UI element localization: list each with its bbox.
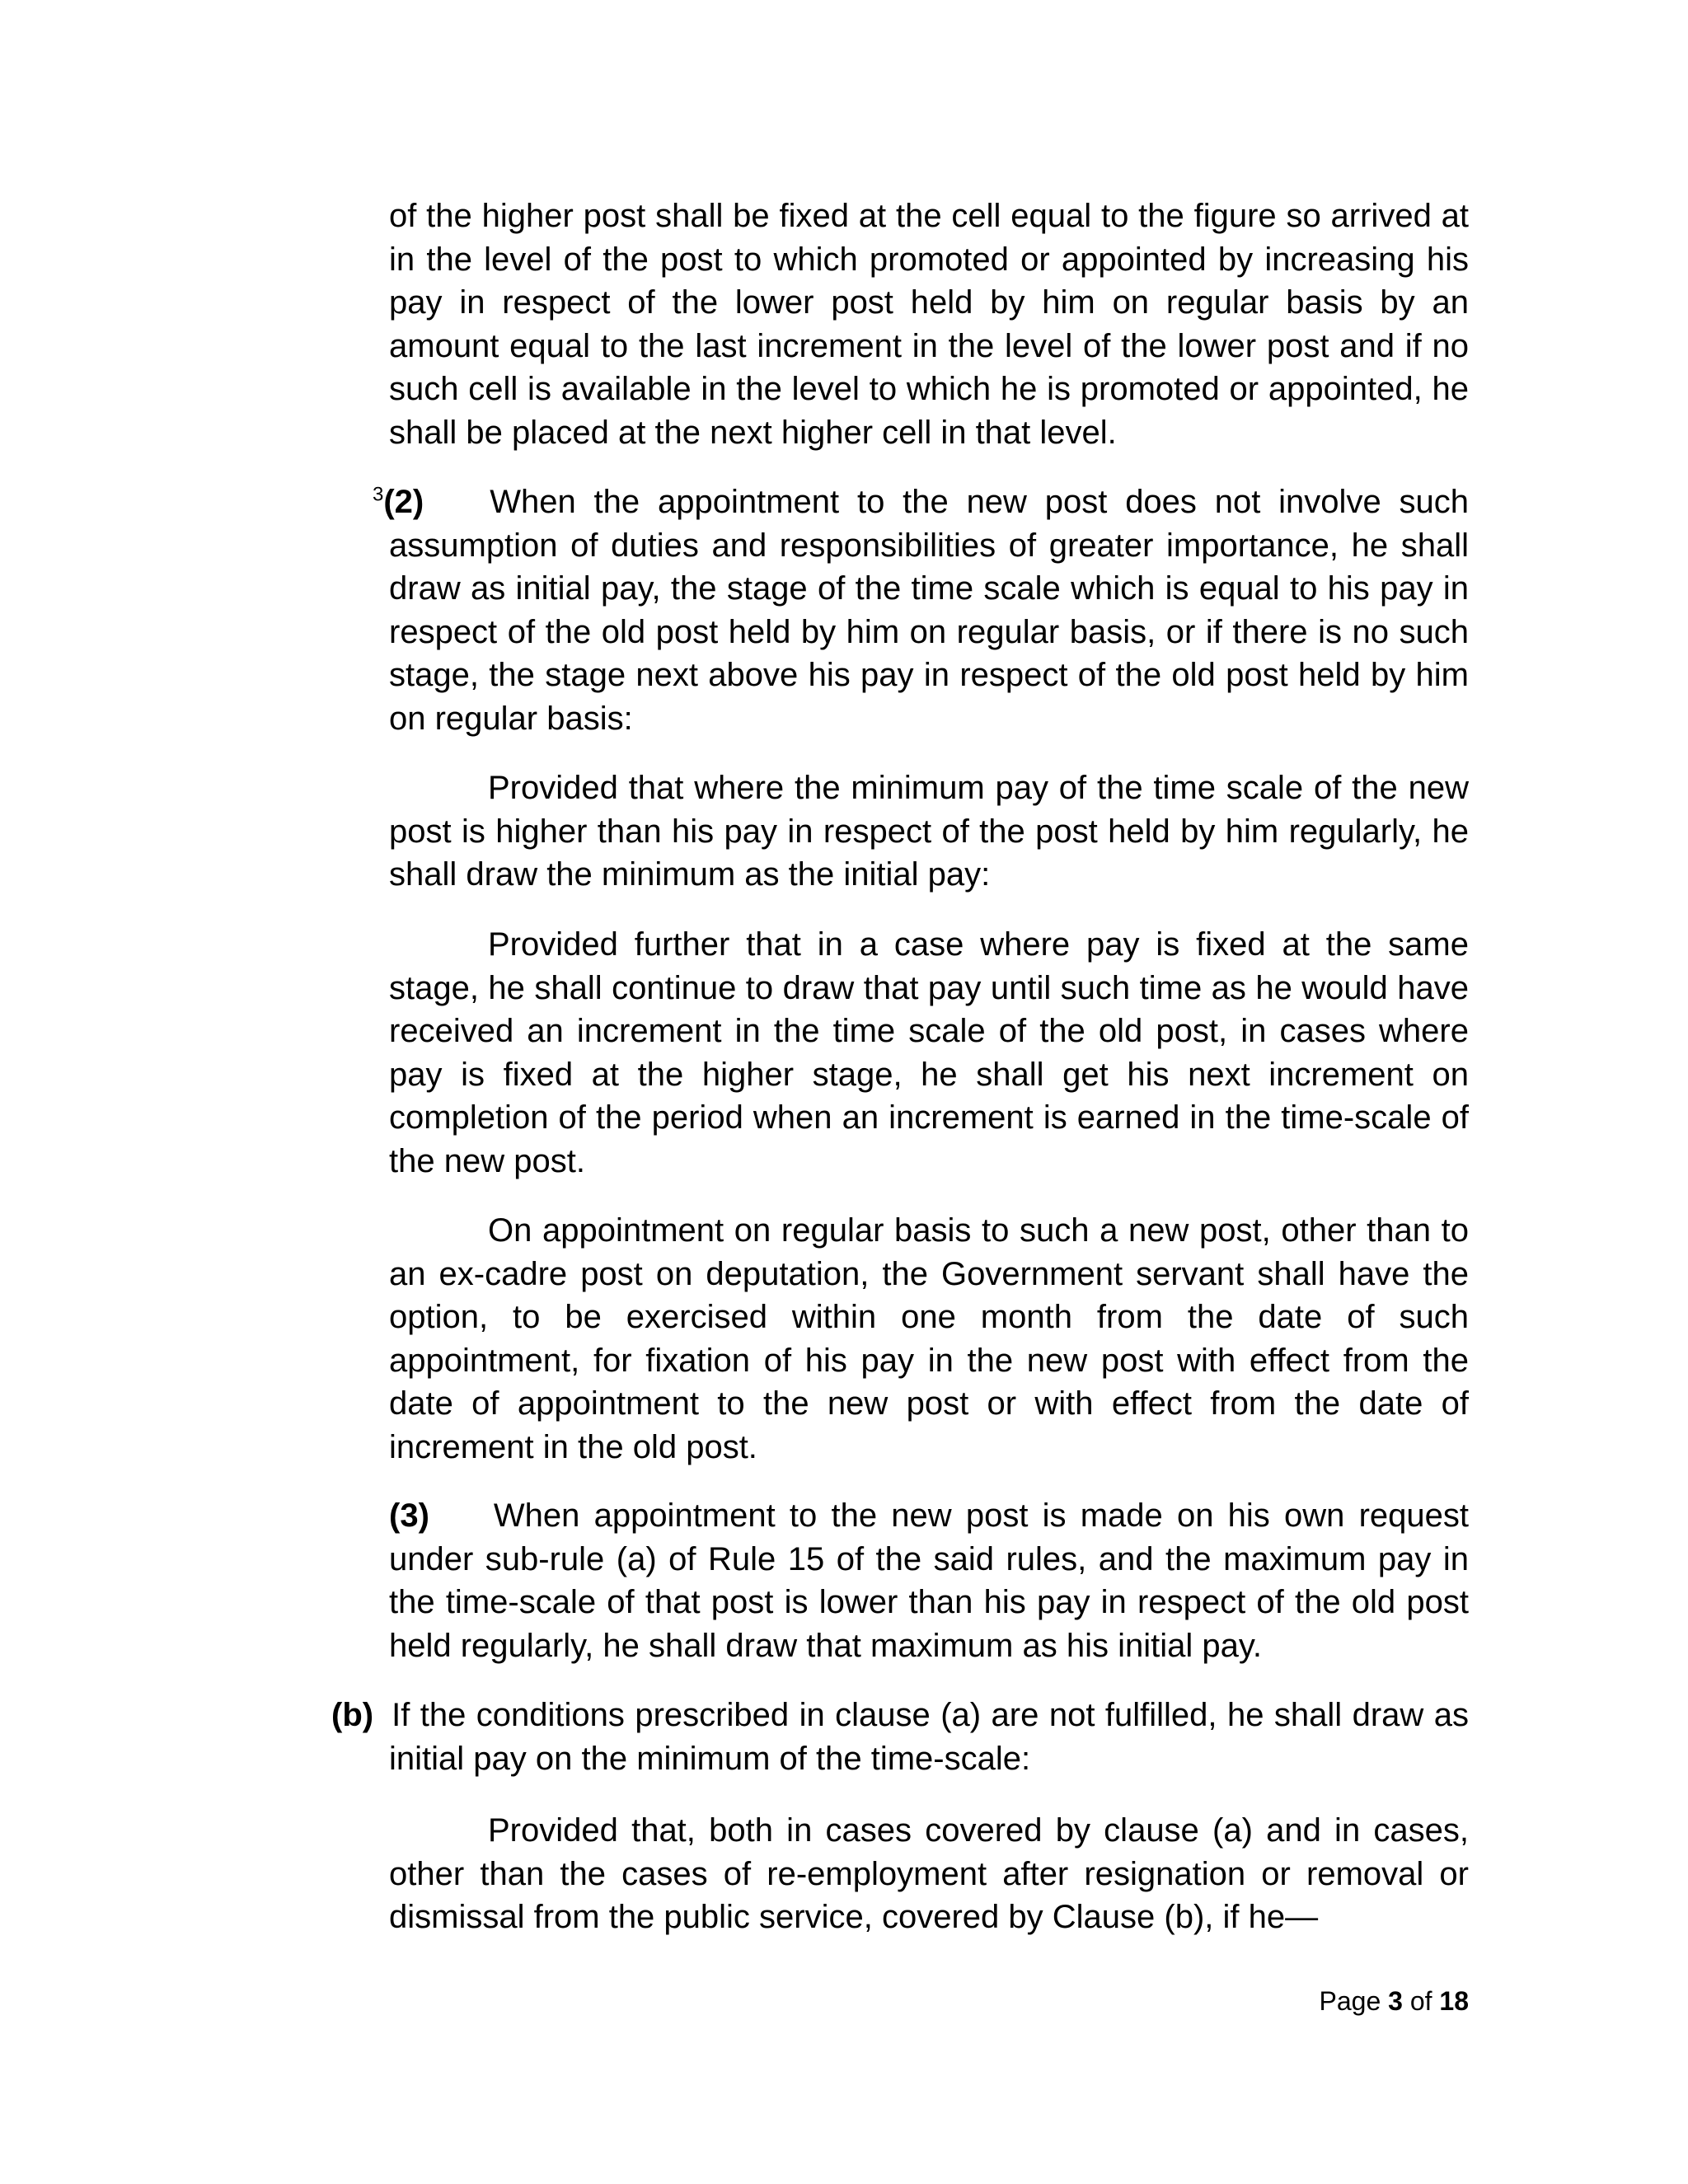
clause-b-label: (b) <box>331 1697 374 1733</box>
sub-rule-2-text: When the appointment to the new post does not involve such assumption of duties and responsibilities of greater importance, he shall draw as initial pay, the stage of the time scale which is equal to his pay in respect of the old post held by him on regular basis, or if there is no such stage, the stage next above his pay in respect of the old post held by him on regular basis: <box>389 484 1469 737</box>
page-number <box>1320 1985 1469 2018</box>
footnote-marker: 3 <box>373 483 384 506</box>
sub-rule-3-text: When appointment to the new post is made on his own request under sub-rule (a) of Rule 15 of the said rules, and the maximum pay in the time-scale of that post is lower than his pay in respect of the old post held regularly, he shall draw that maximum as his initial pay. <box>389 1497 1469 1664</box>
page-number-prefix: Page <box>1319 1986 1389 2016</box>
proviso-paragraph-2: Provided further that in a case where pay is fixed at the same stage, he shall continue to draw that pay until such time as he would have received an increment in the time scale of the old post, in cases where pay is fixed at the higher stage, he shall get his next increment on completion of the period when an increment is earned in the time-scale of the new post. <box>389 926 1469 1179</box>
clause-b <box>331 1694 1469 1780</box>
page-number-total: 18 <box>1439 1986 1469 2016</box>
sub-rule-3-label: (3) <box>389 1497 429 1534</box>
sub-rule-2 <box>373 480 1469 740</box>
proviso-paragraph-3: Provided that, both in cases covered by clause (a) and in cases, other than the cases of re-employment after resignation or removal or dismissal from the public service, covered by Clause (b), if he— <box>389 1812 1469 1935</box>
page-number-current: 3 <box>1388 1986 1403 2016</box>
option-paragraph: On appointment on regular basis to such a new post, other than to an ex-cadre post on deputation, the Government servant shall have the option, to be exercised within one month from the date of such appointment, for fixation of his pay in the new post with effect from the date of appointment to the new post or with effect from the date of increment in the old post. <box>389 1212 1469 1465</box>
page-number-separator: of <box>1402 1986 1440 2016</box>
paragraph-continuation: of the higher post shall be fixed at the cell equal to the figure so arrived at in the level of the post to which promoted or appointed by increasing his pay in respect of the lower post held by him on regular basis by an amount equal to the last increment in the level of the lower post and if no such cell is available in the level to which he is promoted or appointed, he shall be placed at the next higher cell in that level. <box>389 198 1469 451</box>
proviso-paragraph-1: Provided that where the minimum pay of the time scale of the new post is higher than his pay in respect of the post held by him regularly, he shall draw the minimum as the initial pay: <box>389 770 1469 893</box>
clause-b-text: If the conditions prescribed in clause (a) are not fulfilled, he shall draw as initial pay on the minimum of the time-scale: <box>389 1697 1469 1777</box>
sub-rule-2-label: (2) <box>383 484 424 520</box>
sub-rule-3 <box>389 1494 1469 1667</box>
